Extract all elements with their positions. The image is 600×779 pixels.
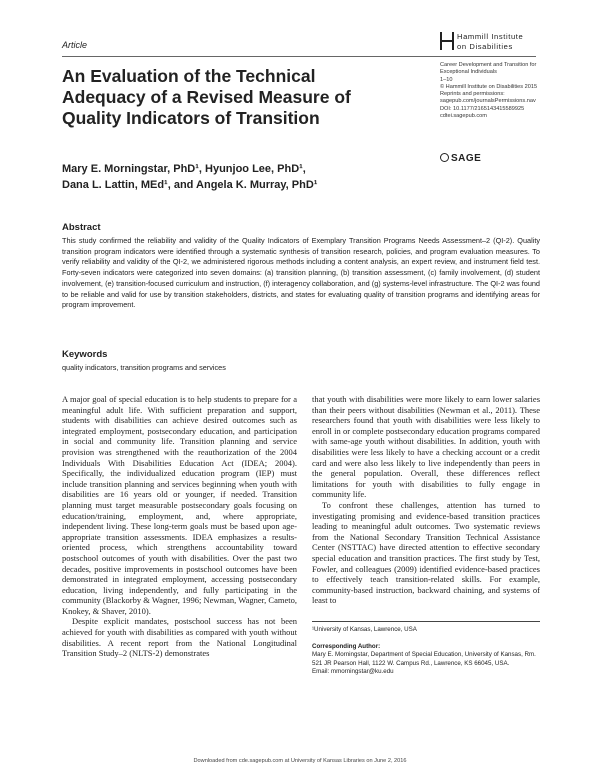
body-paragraph: Despite explicit mandates, postschool success has not been achieved for youth with disabilities as compared with youth without disabilities. A recent report from the National Longitudinal Transition Study–2 (NLTS-2) demonstrates bbox=[62, 616, 297, 659]
sage-ring-icon bbox=[440, 153, 449, 162]
journal-logo bbox=[440, 32, 550, 52]
sage-logo bbox=[440, 153, 481, 164]
meta-line: 1–10 bbox=[440, 76, 453, 83]
header-rule bbox=[62, 56, 536, 57]
meta-line: Reprints and permissions: bbox=[440, 91, 505, 98]
authors-line-2: Dana L. Lattin, MEd¹, and Angela K. Murray, PhD¹ bbox=[62, 179, 318, 191]
article-label: Article bbox=[62, 40, 88, 50]
corresponding-heading: Corresponding Author: bbox=[312, 642, 381, 650]
authors-line-1: Mary E. Morningstar, PhD¹, Hyunjoo Lee, PhD¹, bbox=[62, 163, 306, 175]
logo-line-1: Hammill Institute bbox=[457, 32, 524, 41]
abstract-heading: Abstract bbox=[62, 222, 101, 233]
footnote-rule bbox=[312, 621, 540, 622]
keywords-heading: Keywords bbox=[62, 349, 108, 360]
corresponding-email[interactable]: Email: mmorningstar@ku.edu bbox=[312, 668, 394, 676]
footnote bbox=[312, 626, 540, 677]
authors bbox=[62, 161, 392, 193]
keywords-text: quality indicators, transition programs and services bbox=[62, 363, 226, 372]
meta-line: Exceptional Individuals bbox=[440, 69, 497, 76]
corresponding-text: Mary E. Morningstar, Department of Special Education, University of Kansas, Rm. 521 JR Pearson Hall, 1122 W. Campus Rd., Lawrence, KS 66045, USA. bbox=[312, 651, 536, 667]
body-paragraph: that youth with disabilities were more likely to earn lower salaries than their peers without disabilities (Newman et al., 2011). These researchers found that youth with disabilities were less likely to enroll in or complete postsecondary education programs compared with same-age youth without disabilities. In addition, youth with disabilities were less likely to have a checking account or a credit card and were also less likely to live independently than peers in the general population. Overall, these differences reflect limitations for youth with disabilities to fully engage in community life. bbox=[312, 394, 540, 500]
publisher-name: SAGE bbox=[451, 153, 482, 164]
meta-line: © Hammill Institute on Disabilities 2015 bbox=[440, 83, 538, 90]
body-paragraph: A major goal of special education is to help students to prepare for a meaningful adult life. With sufficient preparation and support, students with disabilities can achieve desired outcomes such as integrated employment, postsecondary education, and participation in social and community life. Transition planning and service provision was strengthened with the reauthorization of the 2004 Individuals With Disabilities Education Act (IDEA; 2004). Specifically, the individualized education program (IEP) must include transition planning and services beginning when youth with disabilities are 16 years old or younger, if needed. Transition planning must target measurable postsecondary goals focusing on education/training, employment, and, where appropriate, independent living. These long-term goals must be based upon age-appropriate transition assessments. IDEA emphasizes a results-oriented process, which strengthens accountability toward postschool outcomes of youth with disabilities. Over the past two decades, positive improvements in postschool outcomes have been demonstrated in integrated employment, accessing postsecondary education, living independently, and fully participating in the community (Blackorby & Wagner, 1996; Newman, Wagner, Cameto, Knokey, & Shaver, 2010). bbox=[62, 394, 297, 616]
meta-line: DOI: 10.1177/2165143415589925 bbox=[440, 105, 525, 112]
download-line: Downloaded from cde.sagepub.com at University of Kansas Libraries on June 2, 2016 bbox=[193, 758, 407, 764]
body-column-right bbox=[312, 394, 540, 606]
paper-title: An Evaluation of the Technical Adequacy of a Revised Measure of Quality Indicators of Transition bbox=[62, 66, 351, 128]
body-column-left bbox=[62, 394, 297, 659]
logo-line-2: on Disabilities bbox=[457, 42, 513, 51]
hammill-logo-icon bbox=[440, 32, 454, 50]
abstract-text: This study confirmed the reliability and validity of the Quality Indicators of Exemplary Transition Programs Needs Assessment–2 (QI-2). Quality transition program indicators were identified through a systematic synthesis of transition research, policies, and program evaluation measures. To verify reliability and validity of the QI-2, we administered rigorous methods including a content analysis, an expert review, and instrument field test. Forty-seven indicators were categorized into seven domains: (a) transition planning, (b) transition assessment, (c) family involvement, (d) student involvement, (e) transition-focused curriculum and instruction, (f) interagency collaboration, and (g) systems-level infrastructure. The QI-2 was found to be reliable and valid for use by transition stakeholders, districts, and states for evaluating quality of transition programs and identifying areas for program improvement. bbox=[62, 236, 540, 310]
body-paragraph: To confront these challenges, attention has turned to investigating promising and evidence-based transition practices leading to meaningful adult outcomes. Two systematic reviews from the National Secondary Transition Technical Assistance Center (NSTTAC) have directed attention to effective secondary special education and transition practices. The first study by Test, Fowler, and colleagues (2009) identified evidence-based practices to effectively teach transition-related skills. For example, community-based instruction, backward chaining, and systems of least to bbox=[312, 499, 540, 606]
meta-line[interactable]: cdtei.sagepub.com bbox=[440, 113, 487, 120]
journal-meta bbox=[440, 62, 590, 120]
affiliation: ¹University of Kansas, Lawrence, USA bbox=[312, 626, 417, 633]
meta-line: Career Development and Transition for bbox=[440, 62, 537, 68]
meta-line[interactable]: sagepub.com/journalsPermissions.nav bbox=[440, 98, 536, 105]
